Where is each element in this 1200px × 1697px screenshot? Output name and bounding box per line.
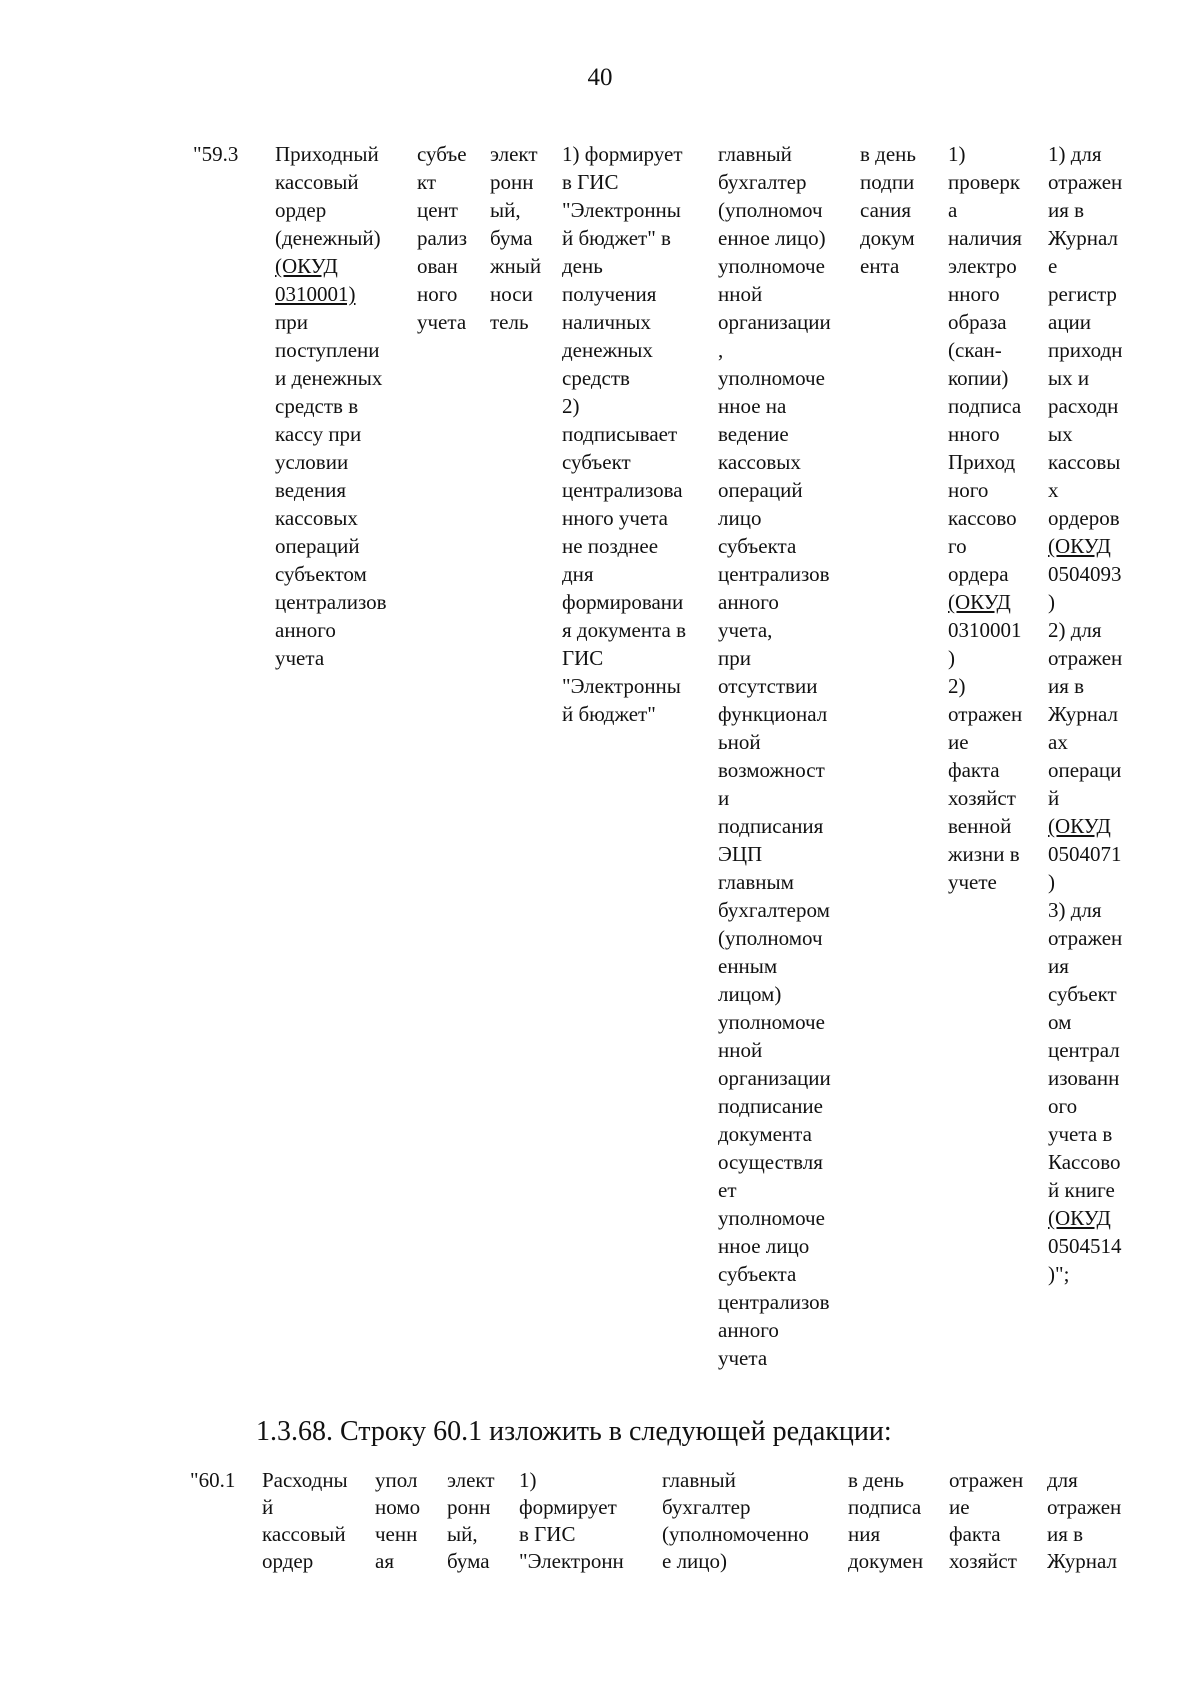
cell-line: ия в	[1047, 1522, 1084, 1546]
cell-line: централ	[1048, 1038, 1120, 1062]
cell-line: денежных	[562, 338, 653, 362]
cell-line: е лицо)	[662, 1549, 728, 1573]
cell-line: е	[1048, 254, 1058, 278]
cell-line: субъекта	[718, 1262, 797, 1286]
cell-line: ,	[718, 338, 724, 362]
cell-line: кт	[417, 170, 437, 194]
cell-line: ие	[949, 1495, 970, 1519]
cell-line: уполномоче	[718, 1010, 825, 1034]
cell-line: формирует	[519, 1495, 617, 1519]
cell-line: кассовых	[275, 506, 358, 530]
cell-line: (уполномоч	[718, 926, 823, 950]
cell-line: Журнал	[1048, 702, 1119, 726]
cell-line: регистр	[1048, 282, 1117, 306]
cell-line: проверк	[948, 170, 1021, 194]
cell-line: 0504071	[1048, 842, 1122, 866]
cell-line: кассовых	[718, 450, 801, 474]
cell-line: Кассово	[1048, 1150, 1121, 1174]
cell-line: подписа	[948, 394, 1022, 418]
cell-line: бухгалтер	[662, 1495, 751, 1519]
cell-line: (ОКУД	[1048, 534, 1111, 558]
cell-line: й книге	[1048, 1178, 1115, 1202]
cell-line: средств	[562, 366, 630, 390]
cell-line: день	[562, 254, 603, 278]
cell-line: субъект	[562, 450, 631, 474]
cell-line: ьной	[718, 730, 761, 754]
cell-line: ордер	[262, 1549, 314, 1573]
cell-line: элект	[447, 1468, 495, 1492]
cell-line: цент	[417, 198, 458, 222]
cell-line: факта	[948, 758, 1000, 782]
cell-line: в ГИС	[562, 170, 619, 194]
section-heading: 1.3.68. Строку 60.1 изложить в следующей редакции:	[256, 1416, 892, 1447]
cell-line: главный	[718, 142, 792, 166]
row-59-3-signer	[718, 140, 831, 1372]
cell-line: главный	[662, 1468, 736, 1492]
cell-line: 0310001)	[275, 282, 356, 306]
cell-line: енное лицо)	[718, 226, 826, 250]
cell-line: ых	[1048, 422, 1073, 446]
cell-line: тель	[490, 310, 529, 334]
cell-line: докумен	[848, 1549, 924, 1573]
cell-line: ния	[848, 1522, 881, 1546]
cell-line: в день	[848, 1468, 904, 1492]
cell-line: 2)	[562, 394, 580, 418]
cell-line: поступлени	[275, 338, 380, 362]
cell-line: централизов	[718, 1290, 830, 1314]
cell-line: централизова	[562, 478, 683, 502]
cell-line: ации	[1048, 310, 1092, 334]
cell-line: учета	[275, 646, 325, 670]
cell-line: учета	[718, 1346, 768, 1370]
cell-line: (ОКУД	[1048, 1206, 1111, 1230]
cell-line: отражен	[1047, 1495, 1122, 1519]
cell-line: хозяйст	[948, 786, 1016, 810]
cell-line: нного учета	[562, 506, 668, 530]
cell-line: нной	[718, 282, 763, 306]
cell-line: операций	[275, 534, 360, 558]
cell-line: операци	[1048, 758, 1122, 782]
cell-line: возможност	[718, 758, 825, 782]
cell-line: ого	[1048, 1094, 1078, 1118]
cell-line: и денежных	[275, 366, 383, 390]
cell-line: упол	[375, 1468, 418, 1492]
cell-line: )	[1048, 870, 1055, 894]
cell-line: 0504093	[1048, 562, 1122, 586]
cell-line: учета в	[1048, 1122, 1113, 1146]
cell-line: отражен	[1048, 170, 1123, 194]
cell-line: расходн	[1048, 394, 1119, 418]
cell-line: осуществля	[718, 1150, 823, 1174]
cell-line: енным	[718, 954, 778, 978]
cell-line: отражен	[949, 1468, 1024, 1492]
cell-line: 0310001	[948, 618, 1022, 642]
cell-line: ия	[1048, 954, 1069, 978]
cell-line: подписание	[718, 1094, 823, 1118]
cell-line: ордер	[275, 198, 327, 222]
cell-line: ведение	[718, 422, 789, 446]
cell-line: нное на	[718, 394, 787, 418]
cell-line: кассу при	[275, 422, 362, 446]
row-59-3-procedure	[562, 140, 686, 728]
cell-line: нной	[718, 1038, 763, 1062]
row-59-3-document-name	[275, 140, 387, 672]
cell-line: формировани	[562, 590, 684, 614]
cell-line: копии)	[948, 366, 1009, 390]
cell-line: сания	[860, 198, 912, 222]
row-60-1-registers	[1047, 1467, 1121, 1575]
row-60-1-number: "60.1	[190, 1468, 236, 1492]
page-number: 40	[587, 64, 613, 91]
cell-line: (уполномоченно	[662, 1522, 809, 1546]
cell-line: учета	[417, 310, 467, 334]
cell-line: (денежный)	[275, 226, 381, 250]
cell-line: подписания	[718, 814, 824, 838]
cell-line: )	[1048, 590, 1055, 614]
cell-line: средств в	[275, 394, 359, 418]
cell-line: для	[1047, 1468, 1078, 1492]
cell-line: ного	[948, 478, 989, 502]
cell-line: организации	[718, 1066, 831, 1090]
cell-line: приходн	[1048, 338, 1123, 362]
cell-line: лицо	[718, 506, 762, 530]
cell-line: уполномоче	[718, 1206, 825, 1230]
cell-line: отражен	[1048, 926, 1123, 950]
cell-line: ронн	[490, 170, 534, 194]
cell-line: операций	[718, 478, 803, 502]
cell-line: 2)	[948, 674, 966, 698]
cell-line: Журнал	[1048, 226, 1119, 250]
cell-line: лицом)	[718, 982, 782, 1006]
cell-line: получения	[562, 282, 657, 306]
cell-line: субъекта	[718, 534, 797, 558]
row-59-3-deadline	[860, 140, 916, 280]
row-59-3-number: "59.3	[193, 142, 239, 166]
cell-line: изованн	[1048, 1066, 1120, 1090]
cell-line: )";	[1048, 1262, 1070, 1286]
cell-line: функционал	[718, 702, 828, 726]
row-59-3-composer	[417, 140, 467, 336]
cell-line: Расходны	[262, 1468, 348, 1492]
cell-line: 2) для	[1048, 618, 1102, 642]
row-59-3-format	[490, 140, 541, 336]
cell-line: ет	[718, 1178, 737, 1202]
cell-line: ия в	[1048, 198, 1085, 222]
cell-line: анного	[718, 1318, 779, 1342]
cell-line: докум	[860, 226, 915, 250]
row-59-3-action	[948, 140, 1022, 896]
cell-line: ый,	[447, 1522, 478, 1546]
cell-line: отсутствии	[718, 674, 818, 698]
cell-line: ного	[417, 282, 458, 306]
cell-line: ие	[948, 730, 969, 754]
cell-line: бума	[447, 1549, 490, 1573]
cell-line: нное лицо	[718, 1234, 810, 1258]
cell-line: и	[718, 786, 730, 810]
cell-line: го	[948, 534, 967, 558]
cell-line: ых и	[1048, 366, 1090, 390]
cell-line: бухгалтер	[718, 170, 807, 194]
cell-line: ента	[860, 254, 900, 278]
cell-line: )	[948, 646, 955, 670]
cell-line: образа	[948, 310, 1007, 334]
cell-line: нного	[948, 282, 1000, 306]
cell-line: субъект	[1048, 982, 1117, 1006]
cell-line: й	[262, 1495, 274, 1519]
cell-line: анного	[718, 590, 779, 614]
cell-line: наличия	[948, 226, 1022, 250]
cell-line: не позднее	[562, 534, 659, 558]
cell-line: централизов	[275, 590, 387, 614]
cell-line: ронн	[447, 1495, 491, 1519]
cell-line: 1) для	[1048, 142, 1102, 166]
cell-line: хозяйст	[949, 1549, 1017, 1573]
cell-line: ах	[1048, 730, 1068, 754]
cell-line: "Электронны	[562, 674, 681, 698]
cell-line: кассовый	[275, 170, 359, 194]
cell-line: 1)	[519, 1468, 537, 1492]
cell-line: ченн	[375, 1522, 418, 1546]
row-60-1-composer	[375, 1467, 420, 1575]
cell-line: (уполномоч	[718, 198, 823, 222]
cell-line: главным	[718, 870, 794, 894]
cell-line: й бюджет"	[562, 702, 656, 726]
cell-line: ведения	[275, 478, 346, 502]
row-60-1-format	[447, 1467, 495, 1575]
cell-line: анного	[275, 618, 336, 642]
cell-line: венной	[948, 814, 1012, 838]
cell-line: а	[948, 198, 958, 222]
cell-line: в день	[860, 142, 916, 166]
cell-line: ия в	[1048, 674, 1085, 698]
cell-line: ован	[417, 254, 458, 278]
cell-line: 1) формирует	[562, 142, 683, 166]
cell-line: организации	[718, 310, 831, 334]
cell-line: уполномоче	[718, 254, 825, 278]
cell-line: Приход	[948, 450, 1016, 474]
row-60-1-signer	[662, 1467, 809, 1575]
cell-line: ый,	[490, 198, 521, 222]
cell-line: бума	[490, 226, 533, 250]
cell-line: 1)	[948, 142, 966, 166]
cell-line: факта	[949, 1522, 1001, 1546]
cell-line: уполномоче	[718, 366, 825, 390]
cell-line: жизни в	[948, 842, 1020, 866]
cell-line: жный	[490, 254, 542, 278]
cell-line: условии	[275, 450, 349, 474]
cell-line: отражен	[948, 702, 1023, 726]
cell-line: й	[1048, 786, 1060, 810]
row-60-1-action	[949, 1467, 1023, 1575]
cell-line: "Электронны	[562, 198, 681, 222]
cell-line: ордера	[948, 562, 1009, 586]
cell-line: кассовый	[262, 1522, 346, 1546]
cell-line: кассовы	[1048, 450, 1121, 474]
cell-line: подписывает	[562, 422, 678, 446]
row-60-1-procedure	[519, 1467, 624, 1575]
cell-line: документа	[718, 1122, 812, 1146]
cell-line: при	[275, 310, 308, 334]
cell-line: ордеров	[1048, 506, 1120, 530]
cell-line: учете	[948, 870, 997, 894]
cell-line: рализ	[417, 226, 468, 250]
cell-line: субъе	[417, 142, 467, 166]
cell-line: подписа	[848, 1495, 922, 1519]
cell-line: подпи	[860, 170, 915, 194]
cell-line: кассово	[948, 506, 1017, 530]
cell-line: Журнал	[1047, 1549, 1118, 1573]
cell-line: субъектом	[275, 562, 367, 586]
cell-line: (ОКУД	[275, 254, 338, 278]
cell-line: бухгалтером	[718, 898, 830, 922]
cell-line: носи	[490, 282, 533, 306]
row-60-1-document-name	[262, 1467, 348, 1575]
cell-line: Приходный	[275, 142, 379, 166]
cell-line: 0504514	[1048, 1234, 1122, 1258]
cell-line: номо	[375, 1495, 421, 1519]
cell-line: ая	[375, 1549, 394, 1573]
cell-line: учета,	[718, 618, 773, 642]
cell-line: при	[718, 646, 751, 670]
cell-line: "Электронн	[519, 1549, 624, 1573]
row-60-1-deadline	[848, 1467, 923, 1575]
cell-line: наличных	[562, 310, 651, 334]
cell-line: в ГИС	[519, 1522, 576, 1546]
cell-line: ГИС	[562, 646, 604, 670]
cell-line: ЭЦП	[718, 842, 763, 866]
cell-line: электро	[948, 254, 1017, 278]
cell-line: (ОКУД	[948, 590, 1011, 614]
cell-line: я документа в	[562, 618, 686, 642]
cell-line: отражен	[1048, 646, 1123, 670]
cell-line: нного	[948, 422, 1000, 446]
cell-line: ом	[1048, 1010, 1072, 1034]
cell-line: (ОКУД	[1048, 814, 1111, 838]
row-59-3-registers	[1048, 140, 1123, 1288]
cell-line: элект	[490, 142, 538, 166]
cell-line: централизов	[718, 562, 830, 586]
cell-line: х	[1048, 478, 1059, 502]
cell-line: й бюджет" в	[562, 226, 671, 250]
cell-line: дня	[562, 562, 594, 586]
cell-line: (скан-	[948, 338, 1002, 362]
cell-line: 3) для	[1048, 898, 1102, 922]
